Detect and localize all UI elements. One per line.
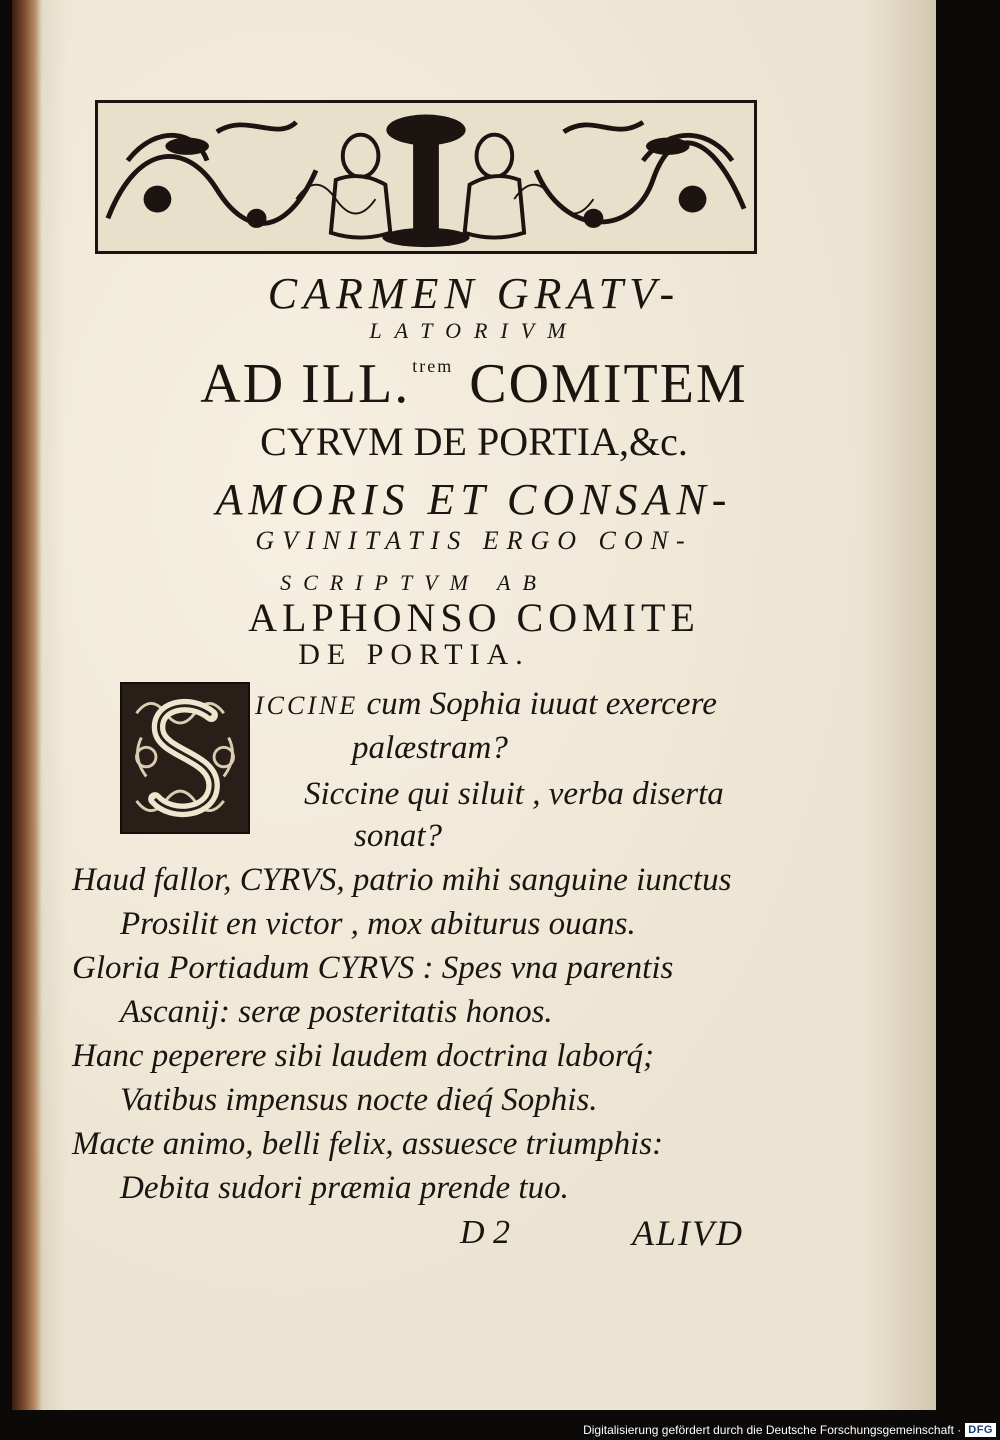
book-page [12, 0, 936, 1410]
title-line-alphonso: ALPHONSO COMITE [248, 595, 700, 640]
title-line-cyrum: CYRVM DE PORTIA,&c. [260, 419, 688, 464]
title-line-amoris: AMORIS ET CONSAN- [215, 475, 733, 524]
dfg-logo: DFG [965, 1423, 996, 1437]
verse-line-7: Gloria Portiadum CYRVS : Spes vna parentis [72, 950, 674, 986]
verse-line-6: Prosilit en victor , mox abiturus ouans. [120, 906, 636, 942]
verse-line-11: Macte animo, belli felix, assuesce triumphis: [72, 1126, 664, 1162]
signature-mark: D 2 [460, 1214, 511, 1251]
verse-line-2: palæstram? [352, 730, 508, 766]
digitization-credit-bar [579, 1420, 1000, 1440]
book-spine-edge [12, 0, 42, 1410]
title-line-scriptum: SCRIPTVM AB [280, 570, 548, 595]
verse-line-10: Vatibus impensus nocte dieq́ Sophis. [120, 1082, 598, 1118]
verse-line-1 [255, 686, 717, 723]
verse-line-4: sonat? [354, 818, 443, 854]
title-line-guinitatis: GVINITATIS ERGO CON- [255, 526, 693, 555]
verse-line-8: Ascanij: seræ posteritatis honos. [120, 994, 553, 1030]
title-line-de-portia: DE PORTIA. [298, 638, 530, 671]
verse-line-5: Haud fallor, CYRVS, patrio mihi sanguine iunctus [72, 862, 732, 898]
verse-line-3: Siccine qui siluit , verba diserta [304, 776, 724, 812]
title-line-ad-illustrem [12, 352, 936, 416]
title-comitem: COMITEM [453, 353, 748, 415]
verse-1-smallcaps: ICCINE [255, 691, 359, 720]
ornamental-headpiece-woodcut [95, 100, 757, 254]
catchword: ALIVD [632, 1213, 744, 1253]
verse-line-9: Hanc peperere sibi laudem doctrina laborq́; [72, 1038, 654, 1074]
title-line-latorium: LATORIVM [369, 318, 579, 343]
title-sup-trem: trem [412, 356, 454, 376]
verse-line-12: Debita sudori præmia prende tuo. [120, 1170, 569, 1206]
title-line-carmen: CARMEN GRATV- [267, 269, 681, 318]
verse-1-rest: cum Sophia iuuat exercere [358, 686, 717, 722]
title-ad-ill: AD ILL. [200, 353, 411, 415]
digitization-credit-text: Digitalisierung gefördert durch die Deutsche Forschungsgemeinschaft · [583, 1423, 962, 1437]
decorated-initial-s [120, 682, 250, 834]
